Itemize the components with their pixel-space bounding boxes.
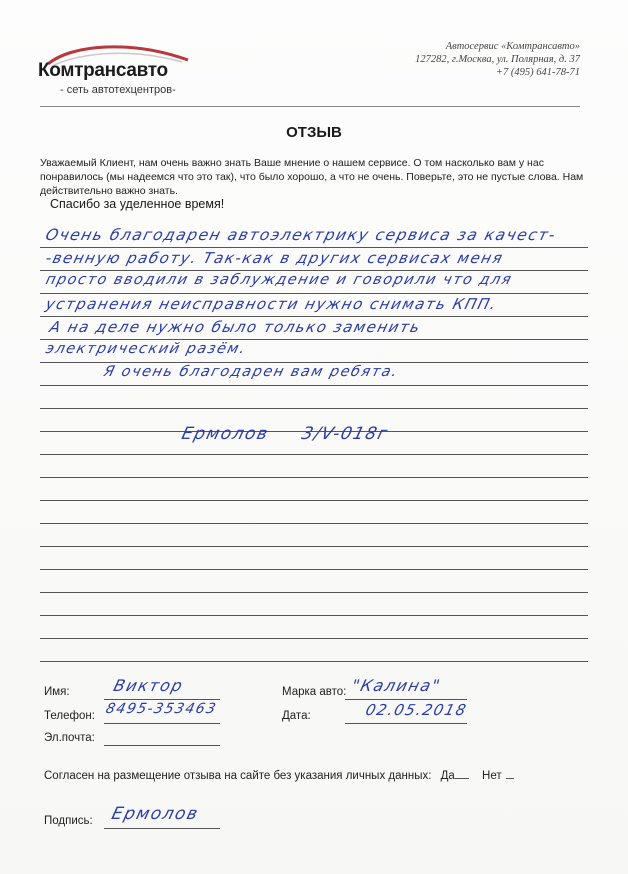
consent-row [44,770,514,782]
car-label: Марка авто: [282,686,347,698]
review-line: устранения неисправности нужно снимать КПП. [43,295,500,313]
phone-field-line [104,723,220,724]
logo-subtitle: - сеть автотехцентров- [60,84,176,96]
company-logo [38,38,208,100]
review-line: электрический разём. [44,341,248,357]
ruled-line [40,661,588,662]
form-title: ОТЗЫВ [286,124,342,141]
logo-title: Комтрансавто [38,60,168,81]
ruled-line [40,270,588,271]
header-divider [40,106,580,107]
ruled-line [40,615,588,616]
date-label: Дата: [282,710,311,722]
review-line: -венную работу. Так-как в других сервисах меня [43,249,506,267]
company-name: Автосервис «Комтрансавто» [445,41,580,52]
name-label: Имя: [44,686,70,698]
ruled-line [40,408,588,409]
name-field-line [104,699,220,700]
ruled-line [40,454,588,455]
car-field-value[interactable]: "Калина" [349,676,444,695]
thanks-text: Спасибо за уделенное время! [50,197,225,211]
ruled-line [40,385,588,386]
ruled-line [40,293,588,294]
ruled-line [40,569,588,570]
ruled-line [40,546,588,547]
review-signature-name: Ермолов [179,424,272,444]
car-field-line [345,699,467,700]
form-intro: Уважаемый Клиент, нам очень важно знать Ваше мнение о нашем сервисе. О том насколько вам у нас понравилось (мы надеемся что это так), что было хорошо, а что не очень. Поверьте, это не пустые слова. Нам действительно важно знать. [40,157,584,197]
consent-no-blank[interactable] [506,778,514,779]
date-field-line [345,723,467,724]
signature-label: Подпись: [44,815,93,827]
ruled-line [40,362,588,363]
ruled-line [40,638,588,639]
ruled-line [40,477,588,478]
ruled-line [40,523,588,524]
email-label: Эл.почта: [44,732,95,744]
ruled-line [40,316,588,317]
consent-no-option[interactable]: Нет [482,770,502,782]
name-field-value[interactable]: Виктор [111,676,186,695]
company-address: 127282, г.Москва, ул. Полярная, д. 37 [415,54,580,65]
review-line: просто вводили в заблуждение и говорили что для [44,272,515,288]
signature-field-line [104,828,220,829]
ruled-line [40,339,588,340]
review-signature-date: 3/V-018г [299,424,391,444]
review-line: А на деле нужно было только заменить [47,318,424,336]
date-field-value[interactable]: 02.05.2018 [363,701,470,719]
consent-yes-option[interactable]: Да [440,770,455,782]
phone-field-value[interactable]: 8495-353463 [104,701,219,717]
review-line: Очень благодарен автоэлектрику сервиса за качест- [43,226,559,244]
email-field-line [104,745,220,746]
review-line: Я очень благодарен вам ребята. [102,364,401,380]
company-address-block [415,40,580,79]
phone-label: Телефон: [44,710,95,722]
company-phone: +7 (495) 641-78-71 [495,67,580,78]
ruled-line [40,500,588,501]
ruled-line [40,247,588,248]
consent-yes-blank[interactable] [455,778,469,779]
consent-text: Согласен на размещение отзыва на сайте без указания личных данных: [44,770,432,782]
ruled-line [40,592,588,593]
signature-value[interactable]: Ермолов [109,804,202,824]
